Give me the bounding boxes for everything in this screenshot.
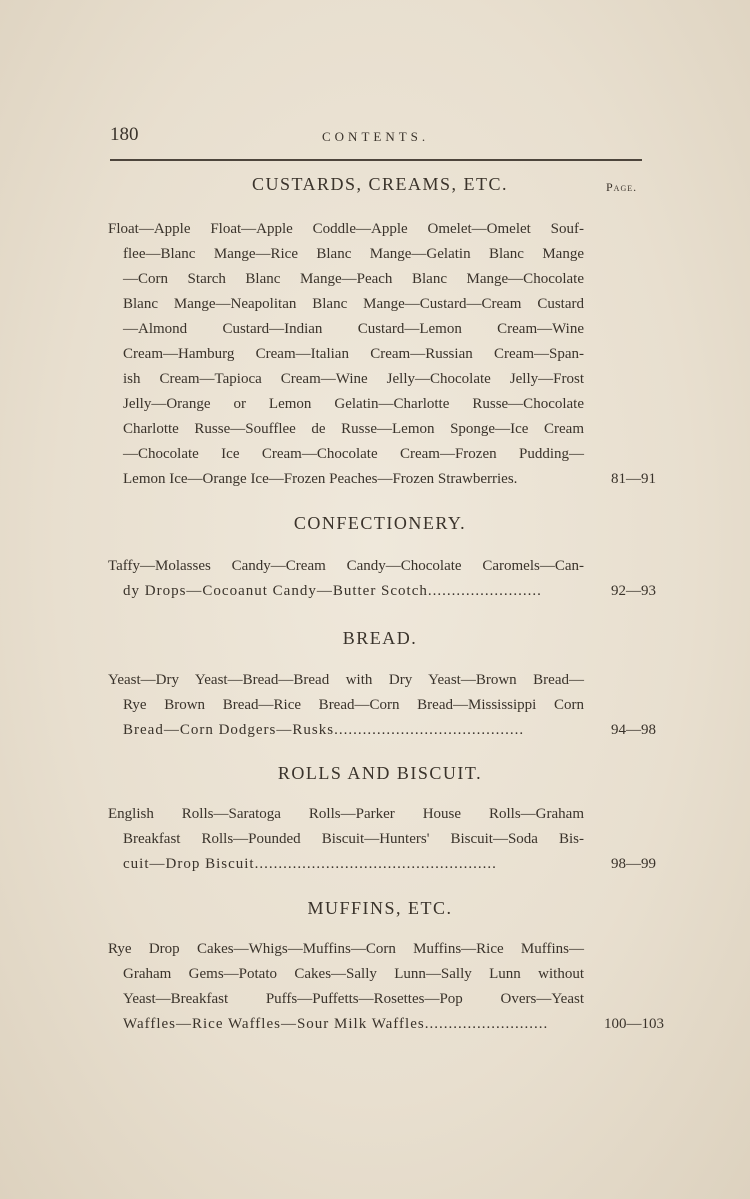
page-range: 98—99 xyxy=(611,856,656,872)
entry-line: English Rolls—Saratoga Rolls—Parker House Rolls—Graham xyxy=(108,806,584,822)
entry-line: Charlotte Russe—Soufflee de Russe—Lemon Sponge—Ice Cream xyxy=(123,421,584,437)
entry-line xyxy=(123,467,656,492)
page-column-label: Page. xyxy=(606,180,638,194)
entry-line-text: Lemon Ice—Orange Ice—Frozen Peaches—Frozen Strawberries. xyxy=(123,471,518,487)
section-title-custards: CUSTARDS, CREAMS, ETC. xyxy=(251,174,509,194)
entry-line: Breakfast Rolls—Pounded Biscuit—Hunters' Biscuit—Soda Bis- xyxy=(123,831,584,847)
entry-line: Graham Gems—Potato Cakes—Sally Lunn—Sally Lunn without xyxy=(123,966,584,982)
entry-line: Taffy—Molasses Candy—Cream Candy—Chocolate Caromels—Can- xyxy=(108,558,584,574)
entry-line: Blanc Mange—Neapolitan Blanc Mange—Custard—Cream Custard xyxy=(123,296,584,312)
section-title-rolls-and-biscuit: ROLLS AND BISCUIT. xyxy=(277,763,483,783)
page-range: 94—98 xyxy=(611,722,656,738)
entry-line-text: Waffles—Rice Waffles—Sour Milk Waffles.......................... xyxy=(123,1016,549,1032)
page-range: 81—91 xyxy=(611,471,656,487)
entry-line: —Chocolate Ice Cream—Chocolate Cream—Frozen Pudding— xyxy=(123,446,584,462)
entry-line: flee—Blanc Mange—Rice Blanc Mange—Gelatin Blanc Mange xyxy=(123,246,584,262)
entry-line: Rye Brown Bread—Rice Bread—Corn Bread—Mississippi Corn xyxy=(123,697,584,713)
entry-line: Yeast—Dry Yeast—Bread—Bread with Dry Yeast—Brown Bread— xyxy=(108,672,584,688)
section-title-muffins: MUFFINS, ETC. xyxy=(307,898,453,918)
entry-line xyxy=(123,579,656,604)
contents-entry-bread xyxy=(108,668,656,743)
page-range: 92—93 xyxy=(611,583,656,599)
entry-line-text: Bread—Corn Dodgers—Rusks........................................ xyxy=(123,722,525,738)
section-title-confectionery: CONFECTIONERY. xyxy=(293,513,467,533)
entry-line xyxy=(123,718,656,743)
entry-line: Float—Apple Float—Apple Coddle—Apple Omelet—Omelet Souf- xyxy=(108,221,584,237)
entry-line: ish Cream—Tapioca Cream—Wine Jelly—Chocolate Jelly—Frost xyxy=(123,371,584,387)
contents-entry-confectionery xyxy=(108,554,656,604)
page-number: 180 xyxy=(110,124,139,145)
entry-line: Yeast—Breakfast Puffs—Puffetts—Rosettes—Pop Overs—Yeast xyxy=(123,991,584,1007)
entry-line xyxy=(123,852,656,877)
entry-line-text: dy Drops—Cocoanut Candy—Butter Scotch........................ xyxy=(123,583,542,599)
header-rule xyxy=(110,159,642,161)
section-title-bread: BREAD. xyxy=(342,628,418,648)
contents-entry-rolls-and-biscuit xyxy=(108,802,656,877)
page-range: 100—103 xyxy=(604,1016,664,1032)
contents-entry-muffins xyxy=(108,937,664,1037)
entry-line: Rye Drop Cakes—Whigs—Muffins—Corn Muffins—Rice Muffins— xyxy=(108,941,584,957)
entry-line-text: cuit—Drop Biscuit................................................... xyxy=(123,856,497,872)
running-title: CONTENTS. xyxy=(322,129,430,144)
entry-line: —Almond Custard—Indian Custard—Lemon Cream—Wine xyxy=(123,321,584,337)
contents-entry-custards xyxy=(108,217,656,492)
entry-line: Cream—Hamburg Cream—Italian Cream—Russian Cream—Span- xyxy=(123,346,584,362)
entry-line: Jelly—Orange or Lemon Gelatin—Charlotte Russe—Chocolate xyxy=(123,396,584,412)
entry-line: —Corn Starch Blanc Mange—Peach Blanc Mange—Chocolate xyxy=(123,271,584,287)
entry-line xyxy=(123,1012,664,1037)
page-header xyxy=(110,124,642,150)
